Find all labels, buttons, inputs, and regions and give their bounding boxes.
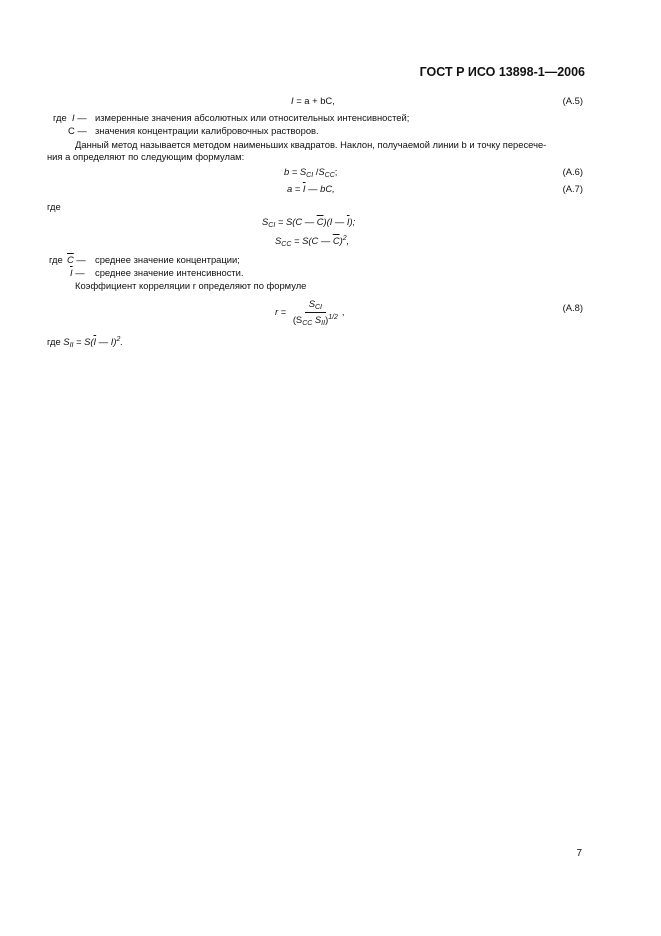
variable-I-bar-symbol: $\overline{I}$: [70, 267, 73, 278]
sii-sup: 2: [116, 336, 121, 343]
definition-I-bar: среднее значение интенсивности.: [95, 267, 244, 278]
standard-header: ГОСТ Р ИСО 13898-1—2006: [419, 65, 585, 79]
variable-I: I —: [72, 112, 87, 123]
eq-a8-num-s: S: [308, 298, 315, 309]
eq-scc-s: S: [275, 235, 282, 246]
eq-a8-den-sub2: II: [321, 320, 326, 327]
where-label-3: где: [49, 254, 63, 265]
equation-a5: [291, 95, 335, 106]
variable-I-bar-dash: —: [72, 267, 85, 278]
eq-scc-sup: 2: [342, 235, 347, 242]
eq-a5-lhs: I: [291, 95, 294, 106]
equation-a7: [287, 183, 335, 194]
variable-I-bar: [70, 267, 85, 278]
eq-a8-den-open: (S: [292, 314, 303, 325]
eq-a8-lhs: r: [275, 305, 279, 317]
eq-a7-ibar: $\overline{I}$: [302, 183, 306, 194]
eq-a8-denominator: [289, 313, 342, 327]
eq-a8-numerator: [305, 298, 326, 313]
eq-a6-lhs: b: [284, 166, 290, 177]
eq-a7-eq: =: [292, 183, 303, 194]
eq-a8-den-sup: 1/2: [328, 314, 338, 321]
eq-sci-s: S: [262, 216, 269, 227]
equation-sci: [262, 216, 355, 229]
eq-a7-lhs: a: [287, 183, 293, 194]
equation-number-a6: (А.6): [562, 166, 583, 177]
equation-a8: [275, 298, 345, 327]
eq-a8-den-mid: S: [312, 314, 322, 325]
definition-C: значения концентрации калибровочных растворов.: [95, 125, 319, 136]
eq-a8-tail: ,: [341, 305, 345, 317]
eq-a6-s2: S: [318, 166, 325, 177]
eq-scc-mid: = S(C —: [291, 235, 333, 246]
equation-number-a5: (А.5): [562, 95, 583, 106]
equation-number-a7: (А.7): [562, 183, 583, 194]
eq-a8-den-sub1: CC: [302, 320, 313, 327]
variable-C-bar-symbol: $\overline{C}$: [67, 254, 74, 265]
equation-scc: [275, 235, 349, 248]
sii-mid: = S(: [73, 336, 94, 347]
eq-scc-tail: ): [339, 235, 343, 246]
eq-a5-rhs: = a + bC,: [293, 95, 335, 106]
definition-I: измеренные значения абсолютных или относительных интенсивностей;: [95, 112, 410, 123]
variable-C-bar-dash: —: [73, 254, 86, 265]
eq-sci-ibar: $\overline{I}$: [346, 216, 350, 227]
eq-a6-slash: /: [313, 166, 319, 177]
eq-a6-s2sub: CC: [324, 172, 335, 179]
where-label-2: где: [47, 201, 61, 212]
eq-a8-den-close: ): [325, 314, 329, 325]
paragraph-line-1: Данный метод называется методом наименьших квадратов. Наклон, получаемой линии b и точку пересече-: [75, 139, 547, 150]
sii-tail: — I): [96, 336, 117, 347]
sii-ibar: $\overline{I}$: [93, 336, 97, 347]
eq-scc-end: ,: [346, 235, 350, 246]
sii-end: .: [120, 336, 123, 347]
eq-sci-mid2: )(I —: [323, 216, 347, 227]
eq-sci-tail: );: [349, 216, 356, 227]
eq-a6-s1: S: [299, 166, 307, 177]
eq-sci-sub: CI: [268, 222, 276, 229]
where-label-4: где: [47, 336, 61, 347]
eq-sci-mid: = S(C —: [275, 216, 317, 227]
sii-definition: [47, 336, 123, 349]
equation-number-a8: (А.8): [562, 302, 583, 313]
eq-a8-num-sub: CI: [315, 304, 322, 311]
definition-C-bar: среднее значение концентрации;: [95, 254, 240, 265]
eq-a8-fraction: [289, 298, 342, 327]
eq-a6-eq: =: [289, 166, 300, 177]
paragraph-line-2: ния a определяют по следующим формулам:: [47, 151, 245, 162]
eq-a8-eq: =: [278, 305, 289, 317]
correlation-intro: Коэффициент корреляции r определяют по формуле: [75, 280, 307, 291]
sii-s: S: [63, 336, 70, 347]
eq-a6-tail: ;: [334, 166, 338, 177]
eq-a6-s1sub: CI: [306, 172, 314, 179]
eq-a7-tail: — bC,: [305, 183, 335, 194]
equation-a6: [284, 166, 337, 179]
eq-scc-sub: CC: [281, 241, 292, 248]
sii-expression: [63, 336, 123, 347]
sii-sub: II: [69, 342, 74, 349]
page-number: 7: [576, 848, 582, 859]
variable-C: C —: [68, 125, 87, 136]
eq-scc-cbar: $\overline{C}$: [332, 235, 340, 246]
where-label-1: где: [53, 112, 67, 123]
eq-sci-cbar: $\overline{C}$: [316, 216, 324, 227]
variable-C-bar: [67, 254, 86, 265]
